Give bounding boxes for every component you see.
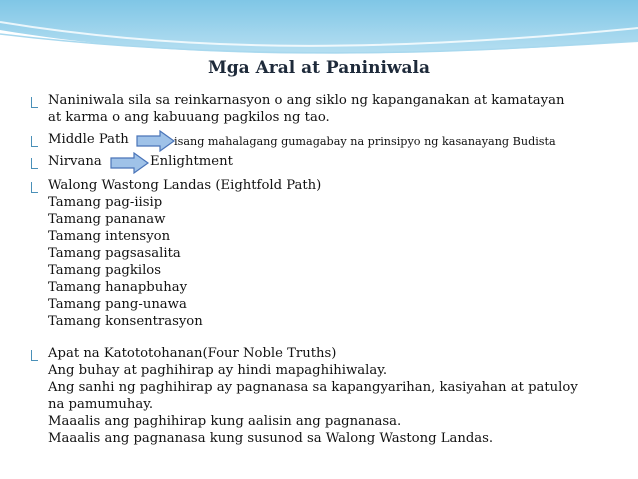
noble-truth-item: Maaalis ang pagnanasa kung susunod sa Walong Wastong Landas. xyxy=(48,431,494,446)
noble-truth-item: Ang buhay at paghihirap ay hindi mapaghihiwalay. xyxy=(48,363,388,378)
eightfold-item: Tamang hanapbuhay xyxy=(48,280,188,295)
bullet-icon xyxy=(31,136,38,147)
eightfold-item: Tamang konsentrasyon xyxy=(48,314,203,329)
bullet-icon xyxy=(31,97,38,108)
eightfold-item: Tamang intensyon xyxy=(48,229,171,244)
eightfold-item: Tamang pagkilos xyxy=(48,263,162,278)
nirvana-definition: Enlightment xyxy=(150,154,233,169)
eightfold-item: Tamang pang-unawa xyxy=(48,297,187,312)
eightfold-item: Tamang pagsasalita xyxy=(48,246,181,261)
bullet-icon xyxy=(31,158,38,169)
noble-truth-item: na pamumuhay. xyxy=(48,397,154,412)
eightfold-path-heading: Walong Wastong Landas (Eightfold Path) xyxy=(48,178,322,193)
middle-path-definition: isang mahalagang gumagabay na prinsipyo ng kasanayang Budista xyxy=(174,135,556,148)
noble-truth-item: Ang sanhi ng paghihirap ay pagnanasa sa kapangyarihan, kasiyahan at patuloy xyxy=(48,380,578,395)
nirvana-term: Nirvana xyxy=(48,154,102,169)
header-wave-decoration xyxy=(0,0,638,62)
bullet-icon xyxy=(31,182,38,193)
middle-path-term: Middle Path xyxy=(48,132,129,147)
slide-title: Mga Aral at Paniniwala xyxy=(207,58,431,78)
bullet-icon xyxy=(31,350,38,361)
eightfold-item: Tamang pag-iisip xyxy=(48,195,163,210)
eightfold-item: Tamang pananaw xyxy=(48,212,166,227)
noble-truths-heading: Apat na Katototohanan(Four Noble Truths) xyxy=(48,346,337,361)
arrow-right-icon xyxy=(110,152,150,174)
item-reincarnation-line1: Naniniwala sila sa reinkarnasyon o ang siklo ng kapanganakan at kamatayan xyxy=(48,93,565,108)
noble-truth-item: Maaalis ang paghihirap kung aalisin ang pagnanasa. xyxy=(48,414,402,429)
item-reincarnation-line2: at karma o ang kabuuang pagkilos ng tao. xyxy=(48,110,330,125)
arrow-right-icon xyxy=(136,130,176,152)
